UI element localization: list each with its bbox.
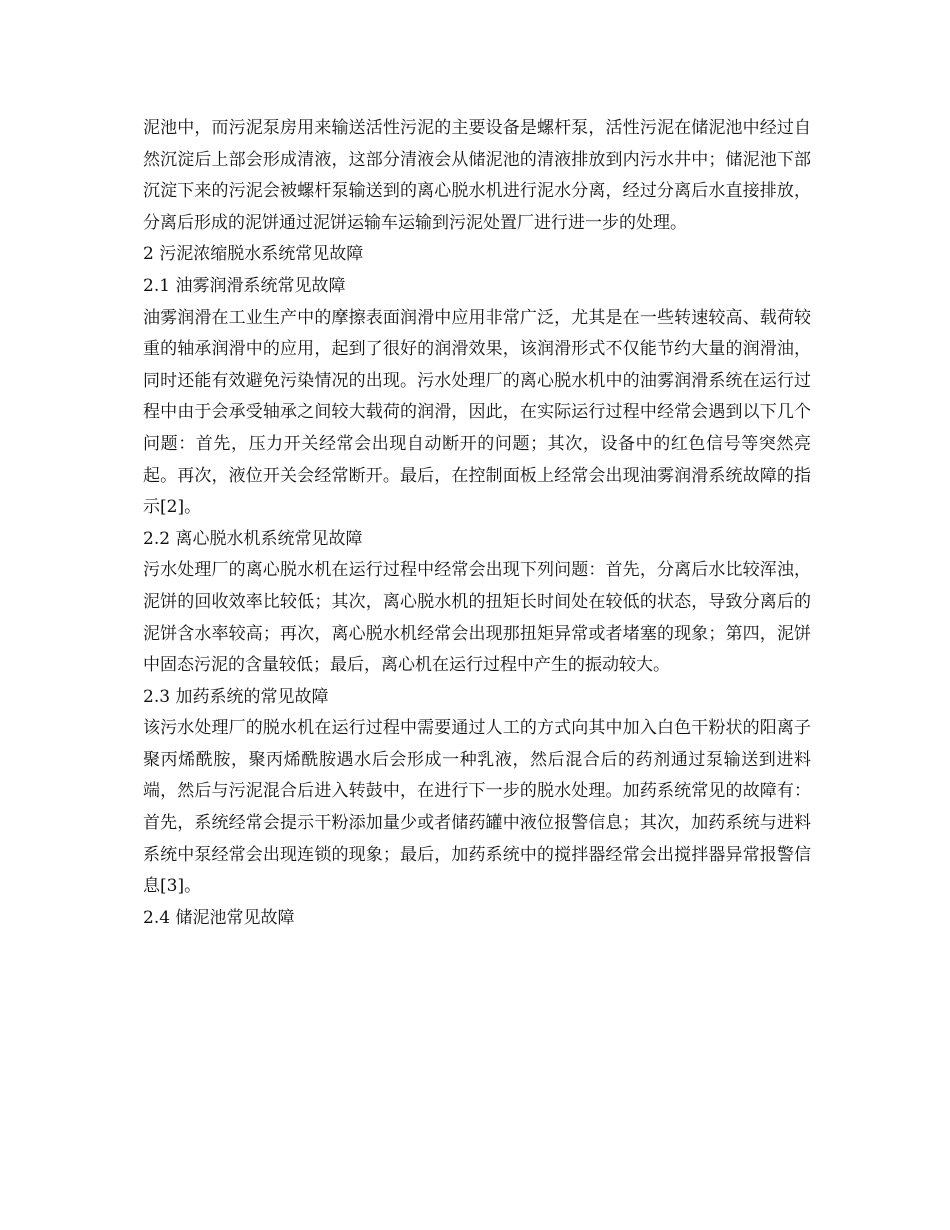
paragraph-centrifuge-faults: 污水处理厂的离心脱水机在运行过程中经常会出现下列问题：首先，分离后水比较浑浊，泥饼的回收效率比较低；其次，离心脱水机的扭矩长时间处在较低的状态，导致分离后的泥饼含水率较高；再次，离心脱水机经常会出现那扭矩异常或者堵塞的现象；第四，泥饼中固态污泥的含量较低；最后，离心机在运行过程中产生的振动较大。: [143, 560, 811, 676]
heading-section-2: 2 污泥浓缩脱水系统常见故障: [143, 244, 364, 265]
heading-section-2-4: 2.4 储泥池常见故障: [143, 907, 295, 928]
heading-section-2-3: 2.3 加药系统的常见故障: [143, 686, 329, 707]
document-body: [143, 113, 811, 934]
heading-section-2-2: 2.2 离心脱水机系统常见故障: [143, 528, 363, 549]
paragraph-dosing-system: 该污水处理厂的脱水机在运行过程中需要通过人工的方式向其中加入白色干粉状的阳离子聚丙烯酰胺，聚丙烯酰胺遇水后会形成一种乳液，然后混合后的药剂通过泵输送到进料端，然后与污泥混合后进入转鼓中，在进行下一步的脱水处理。加药系统常见的故障有：首先，系统经常会提示干粉添加量少或者储药罐中液位报警信息；其次，加药系统与进料系统中泵经常会出现连锁的现象；最后，加药系统中的搅拌器经常会出搅拌器异常报警信息[3]。: [143, 718, 811, 897]
paragraph-sludge-storage-process: 泥池中，而污泥泵房用来输送活性污泥的主要设备是螺杆泵，活性污泥在储泥池中经过自然沉淀后上部会形成清液，这部分清液会从储泥池的清液排放到内污水井中；储泥池下部沉淀下来的污泥会被螺杆泵输送到的离心脱水机进行泥水分离，经过分离后水直接排放，分离后形成的泥饼通过泥饼运输车运输到污泥处置厂进行进一步的处理。: [143, 118, 811, 233]
heading-section-2-1: 2.1 油雾润滑系统常见故障: [143, 275, 346, 296]
paragraph-oil-mist-lubrication: 油雾润滑在工业生产中的摩擦表面润滑中应用非常广泛，尤其是在一些转速较高、载荷较重的轴承润滑中的应用，起到了很好的润滑效果，该润滑形式不仅能节约大量的润滑油，同时还能有效避免污染情况的出现。污水处理厂的离心脱水机中的油雾润滑系统在运行过程中由于会承受轴承之间较大载荷的润滑，因此，在实际运行过程中经常会遇到以下几个问题：首先，压力开关经常会出现自动断开的问题；其次，设备中的红色信号等突然亮起。再次，液位开关会经常断开。最后，在控制面板上经常会出现油雾润滑系统故障的指示[2]。: [143, 307, 811, 518]
